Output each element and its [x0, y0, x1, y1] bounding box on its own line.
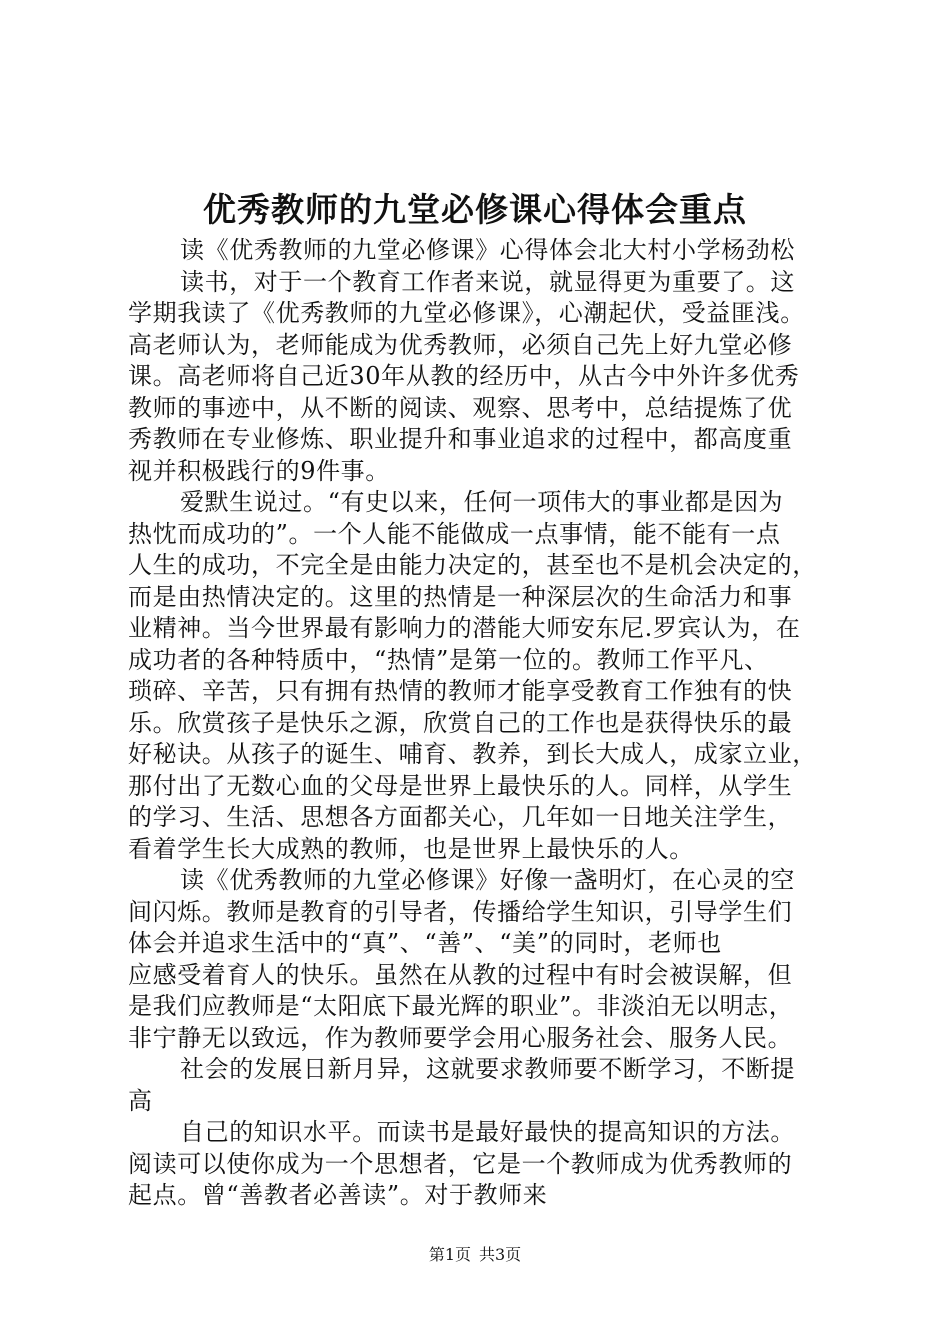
- text-line: 好秘诀。从孩子的诞生、哺育、教养，到长大成人，成家立业，: [128, 740, 817, 768]
- text-line: 人生的成功，不完全是由能力决定的，甚至也不是机会决定的，: [128, 551, 817, 579]
- text-line: 爱默生说过。“有史以来，任何一项伟大的事业都是因为: [180, 488, 784, 516]
- text-line: 体会并追求生活中的“真”、“善”、“美”的同时，老师也: [128, 929, 722, 957]
- page-footer: [0, 1243, 950, 1267]
- text-line: 课。高老师将自己近30年从教的经历中，从古今中外许多优秀: [128, 362, 800, 390]
- text-line: 乐。欣赏孩子是快乐之源，欣赏自己的工作也是获得快乐的最: [128, 708, 793, 737]
- page-number: 第1页: [428, 1245, 471, 1264]
- text-line: 应感受着育人的快乐。虽然在从教的过程中有时会被误解，但: [128, 960, 793, 989]
- text-line: 秀教师在专业修炼、职业提升和事业追求的过程中，都高度重: [128, 425, 793, 453]
- text-line: 读《优秀教师的九堂必修课》好像一盏明灯，在心灵的空: [180, 866, 795, 894]
- text-line: 的学习、生活、思想各方面都关心，几年如一日地关注学生，: [128, 803, 793, 831]
- text-line: 教师的事迹中，从不断的阅读、观察、思考中，总结提炼了优: [128, 393, 793, 422]
- text-line: 自己的知识水平。而读书是最好最快的提高知识的方法。: [180, 1118, 795, 1146]
- text-line: 间闪烁。教师是教育的引导者，传播给学生知识，引导学生们: [128, 897, 793, 926]
- text-line: 琐碎、辛苦，只有拥有热情的教师才能享受教育工作独有的快: [128, 677, 793, 705]
- text-line: 视并积极践行的9件事。: [128, 456, 390, 485]
- text-line: 看着学生长大成熟的教师，也是世界上最快乐的人。: [128, 834, 694, 863]
- document-title: 优秀教师的九堂必修课心得体会重点: [203, 190, 747, 229]
- text-line: 读《优秀教师的九堂必修课》心得体会北大村小学杨劲松: [180, 236, 795, 264]
- text-line: 阅读可以使你成为一个思想者，它是一个教师成为优秀教师的: [128, 1149, 793, 1178]
- text-line: 高老师认为，老师能成为优秀教师，必须自己先上好九堂必修: [128, 330, 793, 359]
- text-line: 那付出了无数心血的父母是世界上最快乐的人。同样，从学生: [128, 771, 793, 800]
- text-line: 高: [128, 1086, 153, 1115]
- text-line: 学期我读了《优秀教师的九堂必修课》，心潮起伏，受益匪浅。: [128, 299, 805, 327]
- text-line: 读书，对于一个教育工作者来说，就显得更为重要了。这: [180, 267, 795, 296]
- text-line: 社会的发展日新月异，这就要求教师要不断学习，不断提: [180, 1055, 795, 1083]
- page-total: 共3页: [479, 1245, 522, 1264]
- text-line: 热忱而成功的”。一个人能不能做成一点事情，能不能有一点: [128, 519, 781, 548]
- text-line: 而是由热情决定的。这里的热情是一种深层次的生命活力和事: [128, 582, 793, 611]
- document-body: [128, 235, 868, 1212]
- text-line: 起点。曾“善教者必善读”。对于教师来: [128, 1181, 548, 1209]
- text-line: 业精神。当今世界最有影响力的潜能大师安东尼.罗宾认为，在: [128, 614, 801, 642]
- text-line: 是我们应教师是“太阳底下最光辉的职业”。非淡泊无以明志，: [128, 992, 794, 1020]
- text-line: 成功者的各种特质中，“热情”是第一位的。教师工作平凡、: [128, 645, 769, 674]
- text-line: 非宁静无以致远，作为教师要学会用心服务社会、服务人民。: [128, 1023, 793, 1052]
